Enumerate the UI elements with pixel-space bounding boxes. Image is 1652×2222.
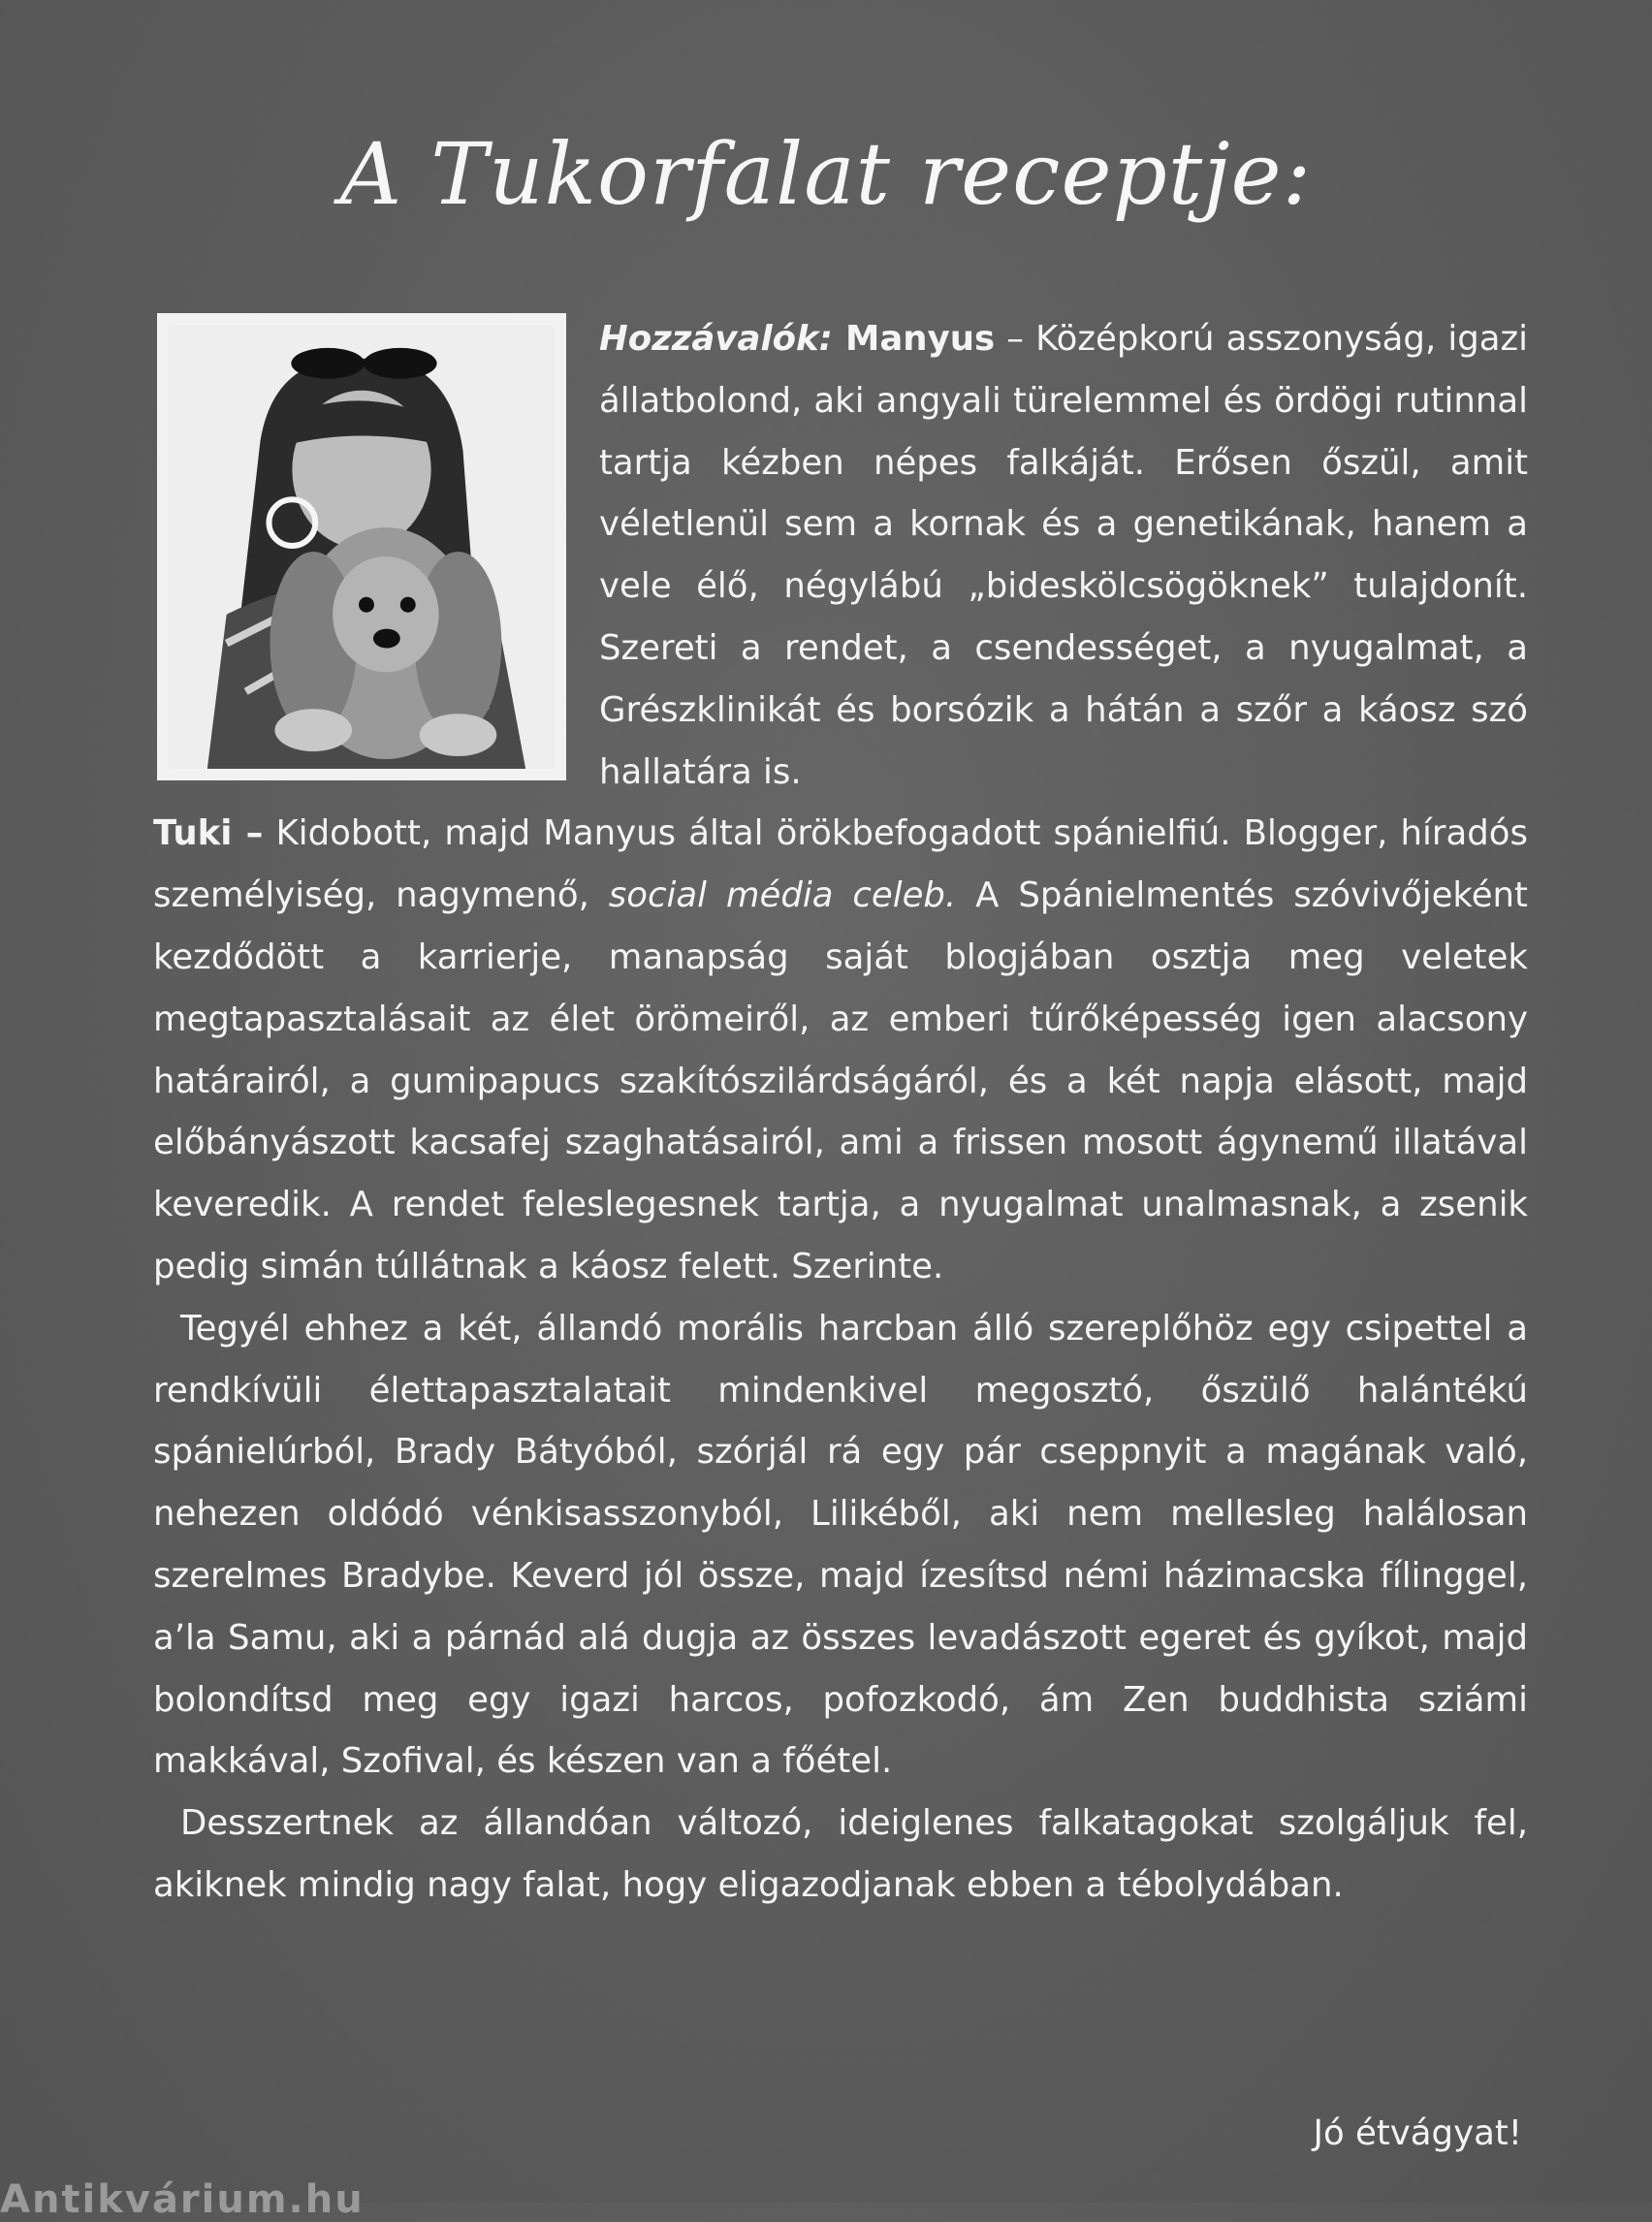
manyus-name: Manyus <box>832 319 996 359</box>
tuki-description-a: Kidobott, majd Manyus által örökbefogadott spánielfiú. Blogger, híradós személyiség, nagymenő, <box>153 813 1528 916</box>
manyus-description: – Középkorú asszonyság, igazi állatbolond, aki angyali türelemmel és ördögi rutinnal tartja kézben népes falkáját. Erősen őszül, amit véletlenül sem a kornak és a genetikának, hanem a vele élő, négylábú „bideskölcsögöknek” tulajdonít. Szereti a rendet, a csendességet, a nyugalmat, a Grészklinikát és borsózik a hátán a szőr a káosz szó hallatára is. <box>599 319 1528 792</box>
ingredients-label: Hozzávalók: <box>599 319 833 359</box>
recipe-body <box>153 308 1528 1917</box>
closing-line: Jó étvágyat! <box>1313 2113 1522 2153</box>
tuki-description-b: A Spánielmentés szóvivőjeként kezdődött a karrierje, manapság saját blogjában osztja meg veletek megtapasztalásait az élet örömeiről, az emberi tűrőképesség igen alacsony határairól, a gumipapucs szakítószilárdságáról, és a két napja elásott, majd előbányászott kacsafej szaghatásairól, ami a frissen mosott ágynemű illatával keveredik. A rendet feleslegesnek tartja, a nyugalmat unalmasnak, a zsenik pedig simán túllátnak a káosz felett. Szerinte. <box>153 875 1528 1286</box>
paragraph-main-course: Tegyél ehhez a két, állandó morális harcban álló szereplőhöz egy csipettel a rendkívüli élettapasztalatait mindenkivel megosztó, őszülő halántékú spánielúrból, Brady Bátyóból, szórjál rá egy pár cseppnyit a magának való, nehezen oldódó vénkisasszonyból, Lilikéből, aki nem mellesleg halálosan szerelmes Bradybe. Keverd jól össze, majd ízesítsd némi házimacska fílinggel, a’la Samu, aki a párnád alá dugja az összes levadászott egeret és gyíkot, majd bolondítsd meg egy igazi harcos, pofozkodó, ám Zen buddhista sziámi makkával, Szofival, és készen van a főétel. <box>153 1308 1528 1782</box>
paragraph-tuki <box>153 803 1528 1297</box>
watermark-text: Antikvárium.hu <box>0 2177 365 2222</box>
paragraph-dessert: Desszertnek az állandóan változó, ideiglenes falkatagokat szolgáljuk fel, akiknek mindig nagy falat, hogy eligazodjanak ebben a tébolydában. <box>153 1803 1528 1905</box>
tuki-description-italic: social média celeb. <box>608 875 957 916</box>
tuki-name: Tuki – <box>153 813 264 854</box>
page-title: A Tukorfalat receptje: <box>339 124 1313 224</box>
